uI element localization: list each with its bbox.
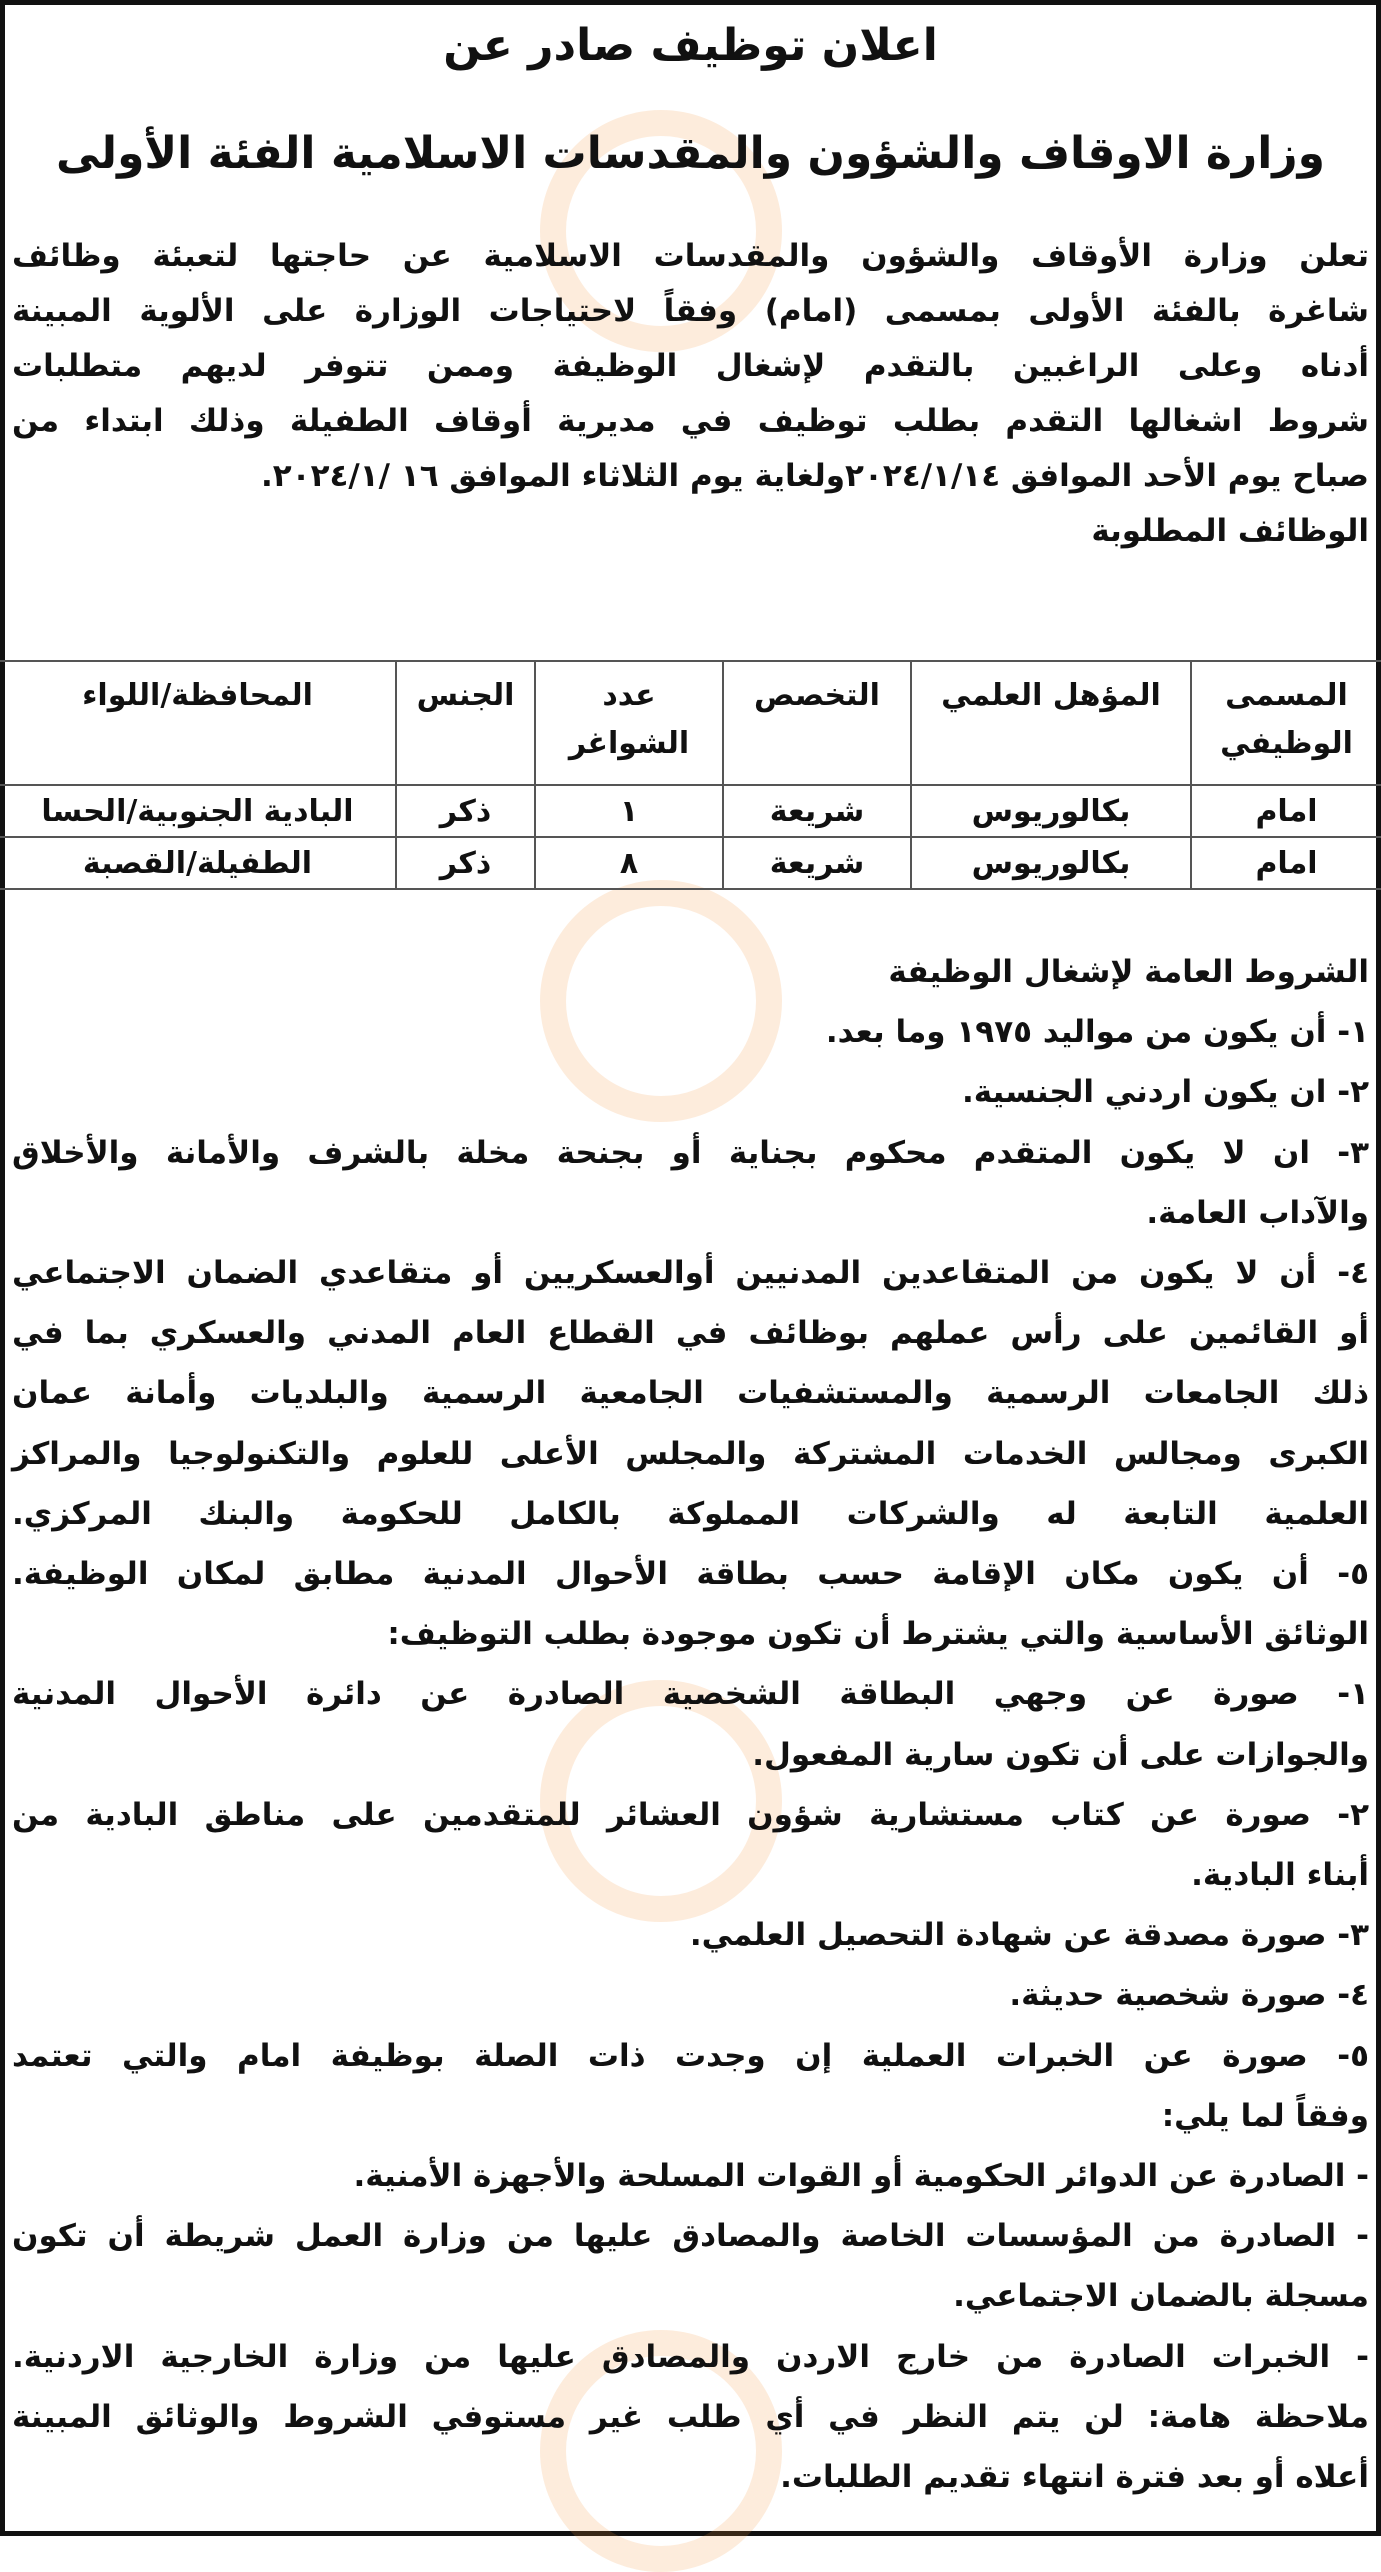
header-cell: المؤهل العلمي <box>911 661 1191 785</box>
body-line: ٢- ان يكون اردني الجنسية. <box>961 1074 1369 1111</box>
table-cell: البادية الجنوبية/الحسا <box>0 785 396 837</box>
header-cell: المحافظة/اللواء <box>0 661 396 785</box>
body-line: أبناء البادية. <box>1191 1857 1369 1893</box>
body-line: العلمية التابعة له والشركات المملوكة بالكامل للحكومة والبنك المركزي. <box>12 1495 1369 1532</box>
body-line: ٤- أن لا يكون من المتقاعدين المدنيين أوالعسكريين أو متقاعدي الضمان الاجتماعي <box>12 1255 1369 1291</box>
intro-line: الوظائف المطلوبة <box>1091 513 1369 549</box>
intro-line: شروط اشغالها التقدم بطلب توظيف في مديرية أوقاف الطفيلة وذلك ابتداء من <box>12 403 1369 439</box>
body-line: ٥- صورة عن الخبرات العملية إن وجدت ذات الصلة بوظيفة امام والتي تعتمد <box>12 2037 1369 2074</box>
table-cell: امام <box>1191 785 1381 837</box>
body-line: ٣- ان لا يكون المتقدم محكوم بجناية أو بجنحة مخلة بالشرف والأمانة والأخلاق <box>12 1134 1369 1171</box>
jobs-table <box>0 660 1381 890</box>
header-cell: التخصص <box>723 661 911 785</box>
body-line: الكبرى ومجالس الخدمات المشتركة والمجلس الأعلى للعلوم والتكنولوجيا والمراكز <box>12 1435 1369 1472</box>
body-line: ٤- صورة شخصية حديثة. <box>1009 1977 1369 2014</box>
body-line: ١- أن يكون من مواليد ١٩٧٥ وما بعد. <box>825 1014 1369 1051</box>
table-cell: الطفيلة/القصبة <box>0 837 396 889</box>
body-line: ١- صورة عن وجهي البطاقة الشخصية الصادرة عن دائرة الأحوال المدنية <box>12 1676 1369 1713</box>
body-line: - الصادرة عن الدوائر الحكومية أو القوات المسلحة والأجهزة الأمنية. <box>353 2158 1369 2194</box>
body-line: ٥- أن يكون مكان الإقامة حسب بطاقة الأحوال المدنية مطابق لمكان الوظيفة. <box>12 1556 1369 1592</box>
body-line: ٢- صورة عن كتاب مستشارية شؤون العشائر للمتقدمين على مناطق البادية من <box>12 1796 1369 1833</box>
intro-line: شاغرة بالفئة الأولى بمسمى (امام) وفقاً لاحتياجات الوزارة على الألوية المبينة <box>12 293 1369 329</box>
body-line: أو القائمين على رأس عملهم بوظائف في القطاع العام المدني والعسكري بما في <box>12 1315 1369 1352</box>
body-line: وفقاً لما يلي: <box>1161 2097 1369 2134</box>
title-line-2: وزارة الاوقاف والشؤون والمقدسات الاسلامية الفئة الأولى <box>56 128 1325 179</box>
body-line: ملاحظة هامة: لن يتم النظر في أي طلب غير مستوفي الشروط والوثائق المبينة <box>12 2398 1369 2435</box>
body-line: الشروط العامة لإشغال الوظيفة <box>888 954 1369 990</box>
body-line: ٣- صورة مصدقة عن شهادة التحصيل العلمي. <box>689 1917 1369 1954</box>
body-line: الوثائق الأساسية والتي يشترط أن تكون موجودة بطلب التوظيف: <box>387 1616 1369 1653</box>
body-line: والآداب العامة. <box>1146 1194 1369 1231</box>
table-header-row <box>0 661 1381 785</box>
table-cell: امام <box>1191 837 1381 889</box>
body-line: - الصادرة من المؤسسات الخاصة والمصادق عليها من وزارة العمل شريطة أن تكون <box>12 2218 1369 2255</box>
header-cell: الجنس <box>396 661 535 785</box>
table-cell: ذكر <box>396 837 535 889</box>
table-cell: شريعة <box>723 837 911 889</box>
body-line: والجوازات على أن تكون سارية المفعول. <box>752 1736 1369 1773</box>
table-row <box>0 785 1381 837</box>
table-cell: شريعة <box>723 785 911 837</box>
body-line: أعلاه أو بعد فترة انتهاء تقديم الطلبات. <box>780 2459 1369 2495</box>
table-cell: بكالوريوس <box>911 785 1191 837</box>
table-cell: ٨ <box>535 837 723 889</box>
header-cell: المسمى الوظيفي <box>1191 661 1381 785</box>
intro-line: تعلن وزارة الأوقاف والشؤون والمقدسات الاسلامية عن حاجتها لتعبئة وظائف <box>12 238 1369 274</box>
table-cell: ذكر <box>396 785 535 837</box>
table-cell: بكالوريوس <box>911 837 1191 889</box>
table-row <box>0 837 1381 889</box>
table-cell: ١ <box>535 785 723 837</box>
intro-line: أدناه وعلى الراغبين بالتقدم لإشغال الوظيفة وممن تتوفر لديهم متطلبات <box>12 348 1369 384</box>
title-line-1: اعلان توظيف صادر عن <box>443 20 938 71</box>
intro-line: صباح يوم الأحد الموافق ٢٠٢٤/١/١٤ولغاية يوم الثلاثاء الموافق ١٦ /٢٠٢٤/١. <box>260 458 1369 494</box>
body-line: ذلك الجامعات الرسمية والمستشفيات الجامعية الرسمية والبلديات وأمانة عمان <box>12 1375 1369 1412</box>
body-line: مسجلة بالضمان الاجتماعي. <box>953 2278 1369 2315</box>
body-line: - الخبرات الصادرة من خارج الاردن والمصادق عليها من وزارة الخارجية الاردنية. <box>12 2338 1369 2375</box>
header-cell: عدد الشواغر <box>535 661 723 785</box>
